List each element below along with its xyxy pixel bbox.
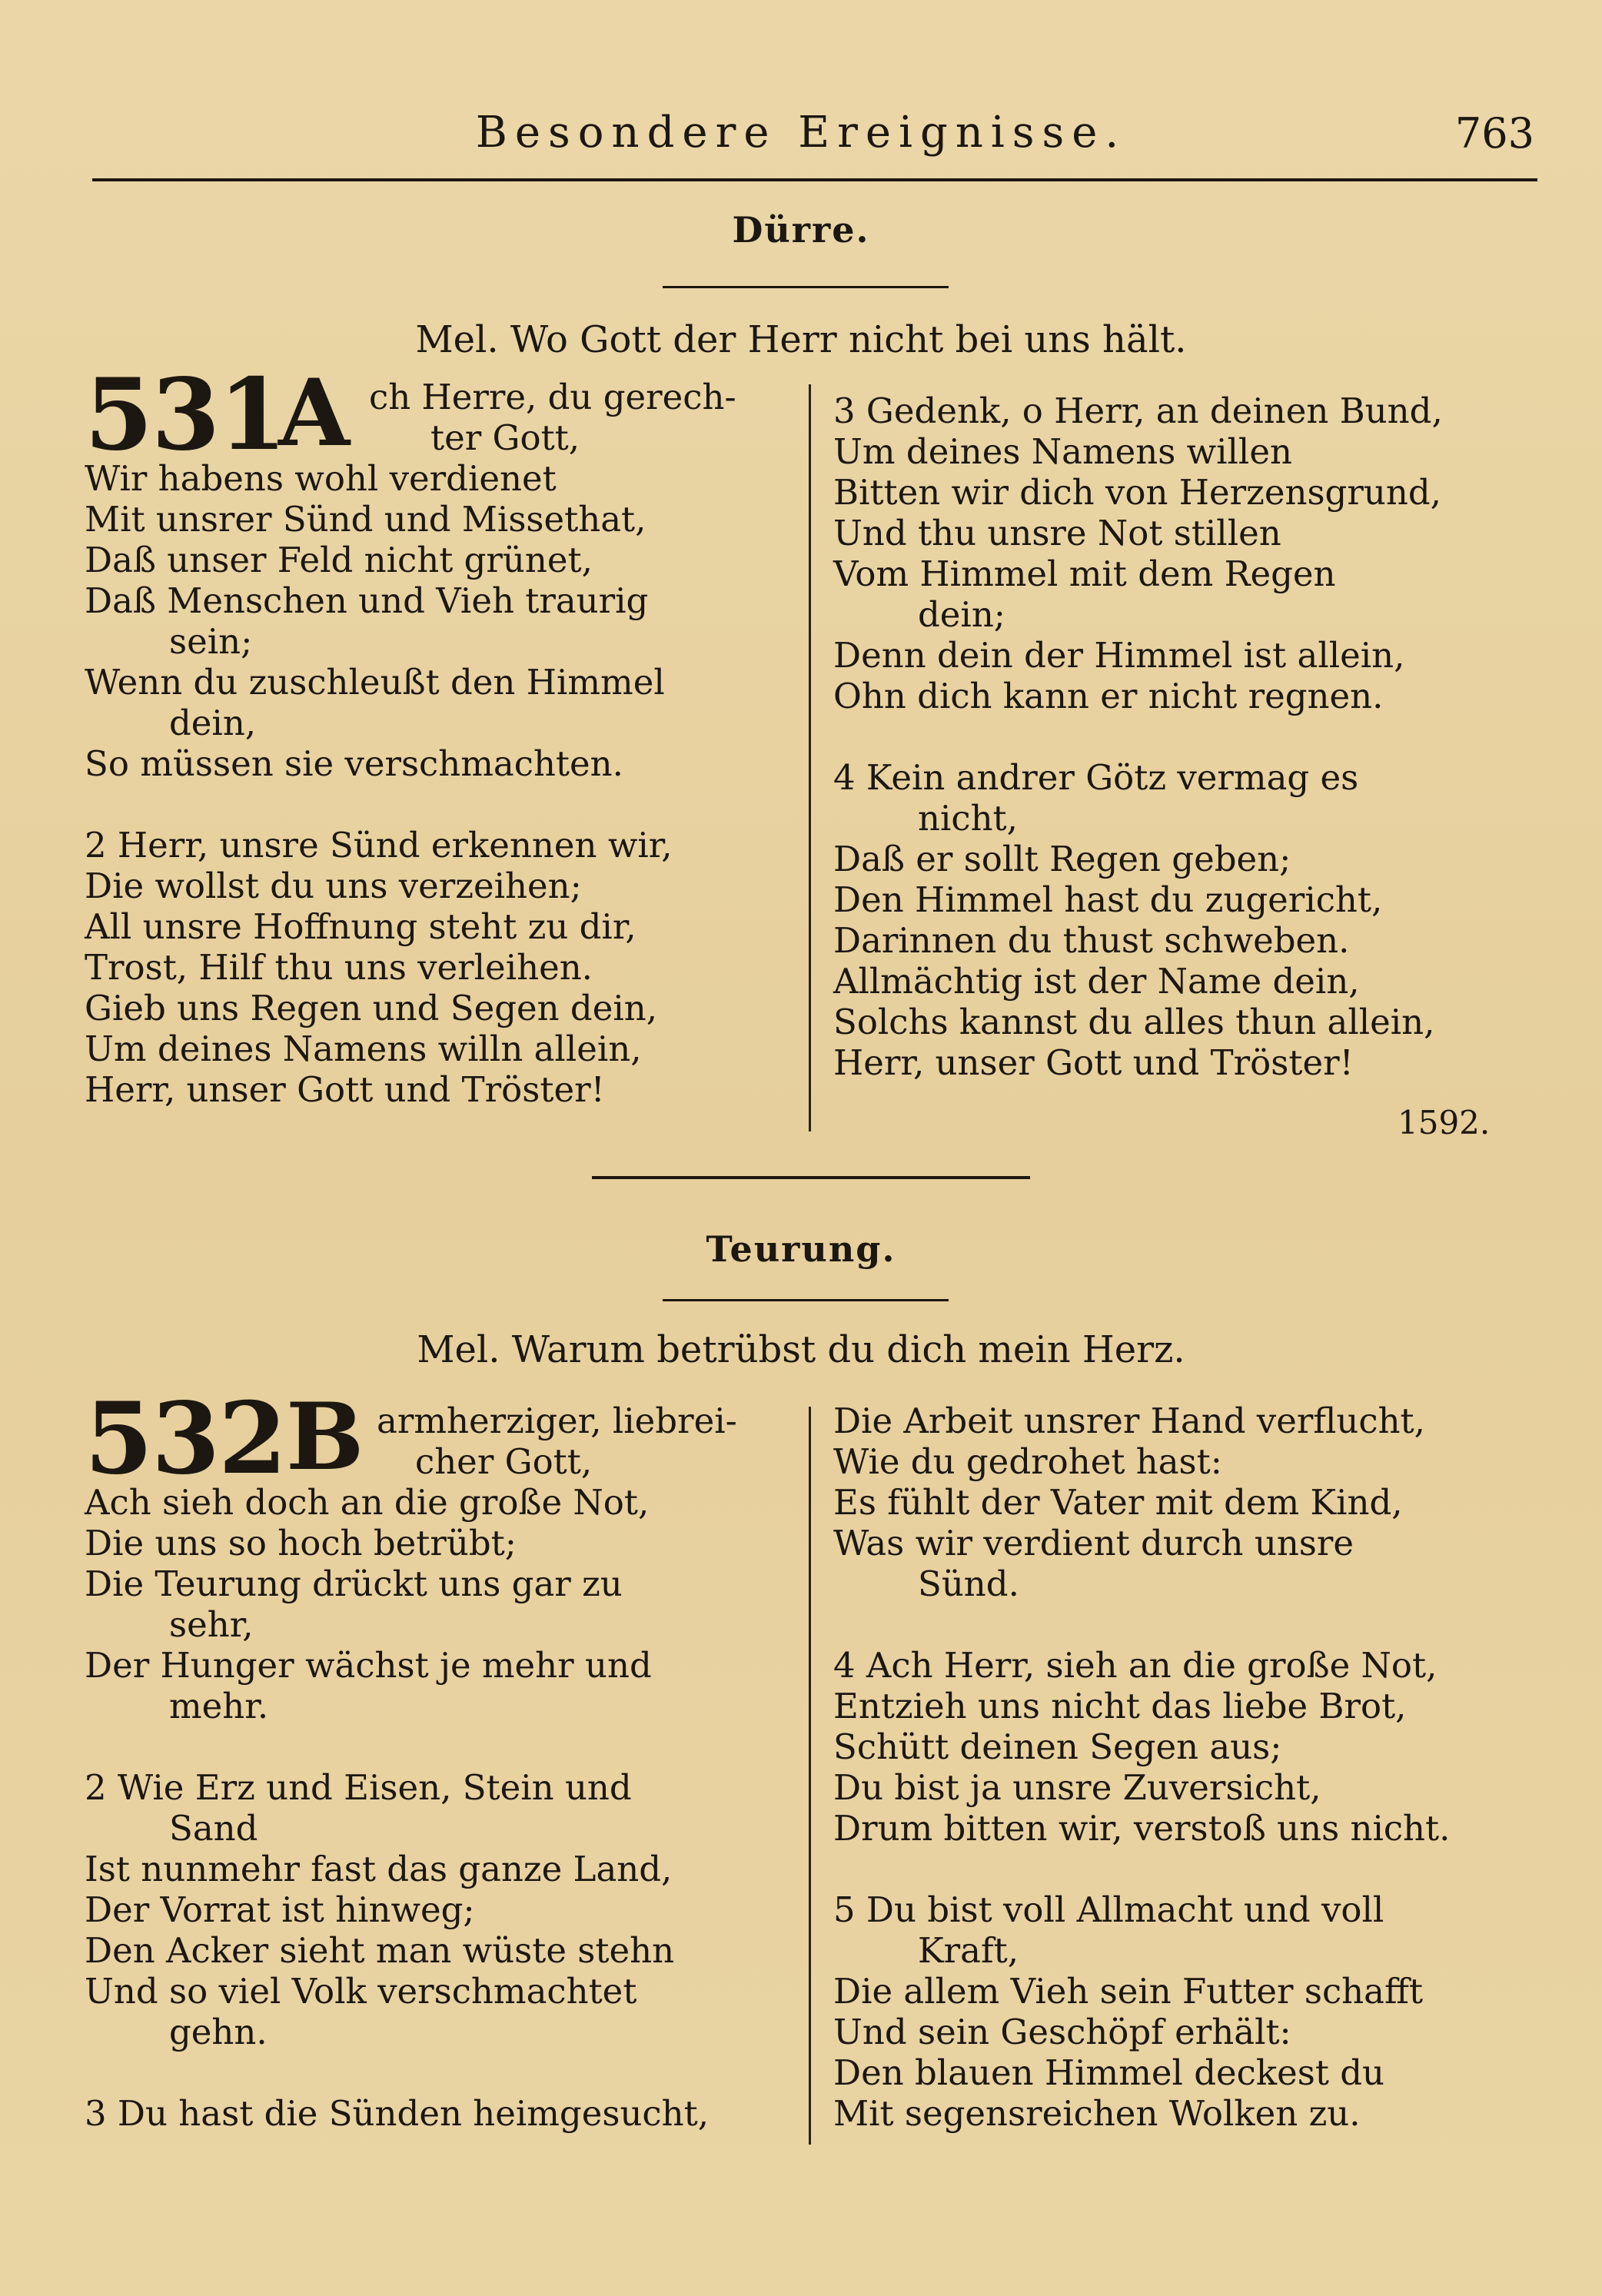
verse-line: Um deines Namens willn allein, [85,1028,642,1069]
hymn-531-right-column [833,390,1541,1083]
verse-line: Mit unsrer Sünd und Missethat, [85,499,646,540]
verse-line: Die Arbeit unsrer Hand verflucht, [833,1401,1425,1441]
verse-line: Wenn du zuschleußt den Himmel [85,662,665,703]
verse-line: 3 Gedenk, o Herr, an deinen Bund, [833,390,1443,431]
verse-line: 4 Kein andrer Götz vermag es [833,757,1359,798]
verse-line: Und thu unsre Not stillen [833,513,1281,553]
section-title-duerre: Dürre. [732,209,870,251]
header-rule [92,178,1537,181]
section-rule [663,1299,949,1301]
hymn-532-left-column [85,1381,792,2134]
verse-line: mehr. [169,1686,269,1726]
verse-line: Gieb uns Regen und Segen dein, [85,988,658,1028]
section-rule [663,286,949,288]
verse-line: Was wir verdient durch unsre [833,1523,1354,1563]
verse-line: Den Himmel hast du zugericht, [833,879,1383,920]
verse-line: Die wollst du uns verzeihen; [85,866,582,906]
verse-line: sein; [169,621,253,662]
hymn-number: 531 [85,357,286,473]
first-line: armherziger, liebrei- [377,1401,737,1441]
first-line-continued: ter Gott, [430,417,580,458]
verse-line: Ach sieh doch an die große Not, [85,1482,650,1523]
verse-line: Vom Himmel mit dem Regen [833,553,1336,594]
verse-line: 2 Wie Erz und Eisen, Stein und [85,1767,632,1808]
verse-line: Den Acker sieht man wüste stehn [85,1930,675,1971]
first-line-continued: cher Gott, [415,1441,593,1482]
verse-line: dein; [918,594,1005,635]
verse-line: Herr, unser Gott und Tröster! [85,1069,605,1110]
verse-line: Mit segensreichen Wolken zu. [833,2093,1361,2134]
verse-line: Drum bitten wir, verstoß uns nicht. [833,1808,1451,1849]
column-divider [809,384,811,1131]
verse-line: nicht, [918,798,1018,839]
verse-line: Wie du gedrohet hast: [833,1441,1222,1482]
verse-line: 2 Herr, unsre Sünd erkennen wir, [85,825,673,866]
verse-line: Wir habens wohl verdienet [85,458,557,499]
verse-line: sehr, [169,1604,254,1645]
drop-cap: A [278,359,351,467]
verse-line: Solchs kannst du alles thun allein, [833,1002,1435,1042]
verse-line: Daß unser Feld nicht grünet, [85,540,593,580]
verse-line: Daß er sollt Regen geben; [833,839,1291,879]
drop-cap: B [286,1383,364,1491]
verse-line: Und so viel Volk verschmachtet [85,1971,637,2012]
verse-line: Entzieh uns nicht das liebe Brot, [833,1686,1407,1726]
verse-line: Ist nunmehr fast das ganze Land, [85,1849,673,1889]
verse-line: Die Teurung drückt uns gar zu [85,1563,623,1604]
verse-line: 5 Du bist voll Allmacht und voll [833,1889,1384,1930]
verse-line: Du bist ja unsre Zuversicht, [833,1767,1321,1808]
verse-line: Der Hunger wächst je mehr und [85,1645,652,1686]
page-number: 763 [1454,109,1534,158]
verse-line: Schütt deinen Segen aus; [833,1726,1282,1767]
verse-line: gehn. [169,2012,268,2052]
verse-line: Um deines Namens willen [833,431,1292,472]
verse-line: Bitten wir dich von Herzensgrund, [833,472,1441,513]
verse-line: All unsre Hoffnung steht zu dir, [85,906,636,947]
hymn-531-left-column [85,357,792,1110]
section-divider [592,1176,1030,1179]
column-divider [809,1407,811,2145]
verse-line: Denn dein der Himmel ist allein, [833,635,1405,676]
verse-line: Und sein Geschöpf erhält: [833,2012,1291,2052]
verse-line: Trost, Hilf thu uns verleihen. [85,947,593,988]
verse-line: Darinnen du thust schweben. [833,920,1350,961]
verse-line: Die uns so hoch betrübt; [85,1523,517,1563]
verse-line: So müssen sie verschmachten. [85,743,623,784]
hymn-532-opening [85,1381,792,1497]
melody-line: Mel. Wo Gott der Herr nicht bei uns hält. [415,318,1187,361]
verse-line: 4 Ach Herr, sieh an die große Not, [833,1645,1437,1686]
section-title-teurung: Teurung. [706,1228,896,1270]
verse-line: 3 Du hast die Sünden heimgesucht, [85,2093,709,2134]
year-of-hymn: 1592. [1398,1104,1491,1141]
verse-line: Daß Menschen und Vieh traurig [85,580,649,621]
verse-line: Den blauen Himmel deckest du [833,2052,1385,2093]
verse-line: Sand [169,1808,258,1849]
verse-line: Ohn dich kann er nicht regnen. [833,676,1384,716]
verse-line: Herr, unser Gott und Tröster! [833,1042,1354,1083]
verse-line: Sünd. [918,1563,1019,1604]
verse-line: Allmächtig ist der Name dein, [833,961,1360,1002]
verse-line: dein, [169,703,257,743]
melody-line: Mel. Warum betrübst du dich mein Herz. [417,1328,1185,1371]
verse-line: Es fühlt der Vater mit dem Kind, [833,1482,1403,1523]
verse-line: Die allem Vieh sein Futter schafft [833,1971,1424,2012]
hymn-531-opening [85,357,792,473]
verse-line: Der Vorrat ist hinweg; [85,1889,475,1930]
hymn-532-right-column [833,1401,1541,2134]
verse-line: Kraft, [918,1930,1019,1971]
hymn-number: 532 [85,1381,286,1497]
first-line: ch Herre, du gerech- [369,377,736,417]
running-header: Besondere Ereignisse. [475,108,1127,158]
